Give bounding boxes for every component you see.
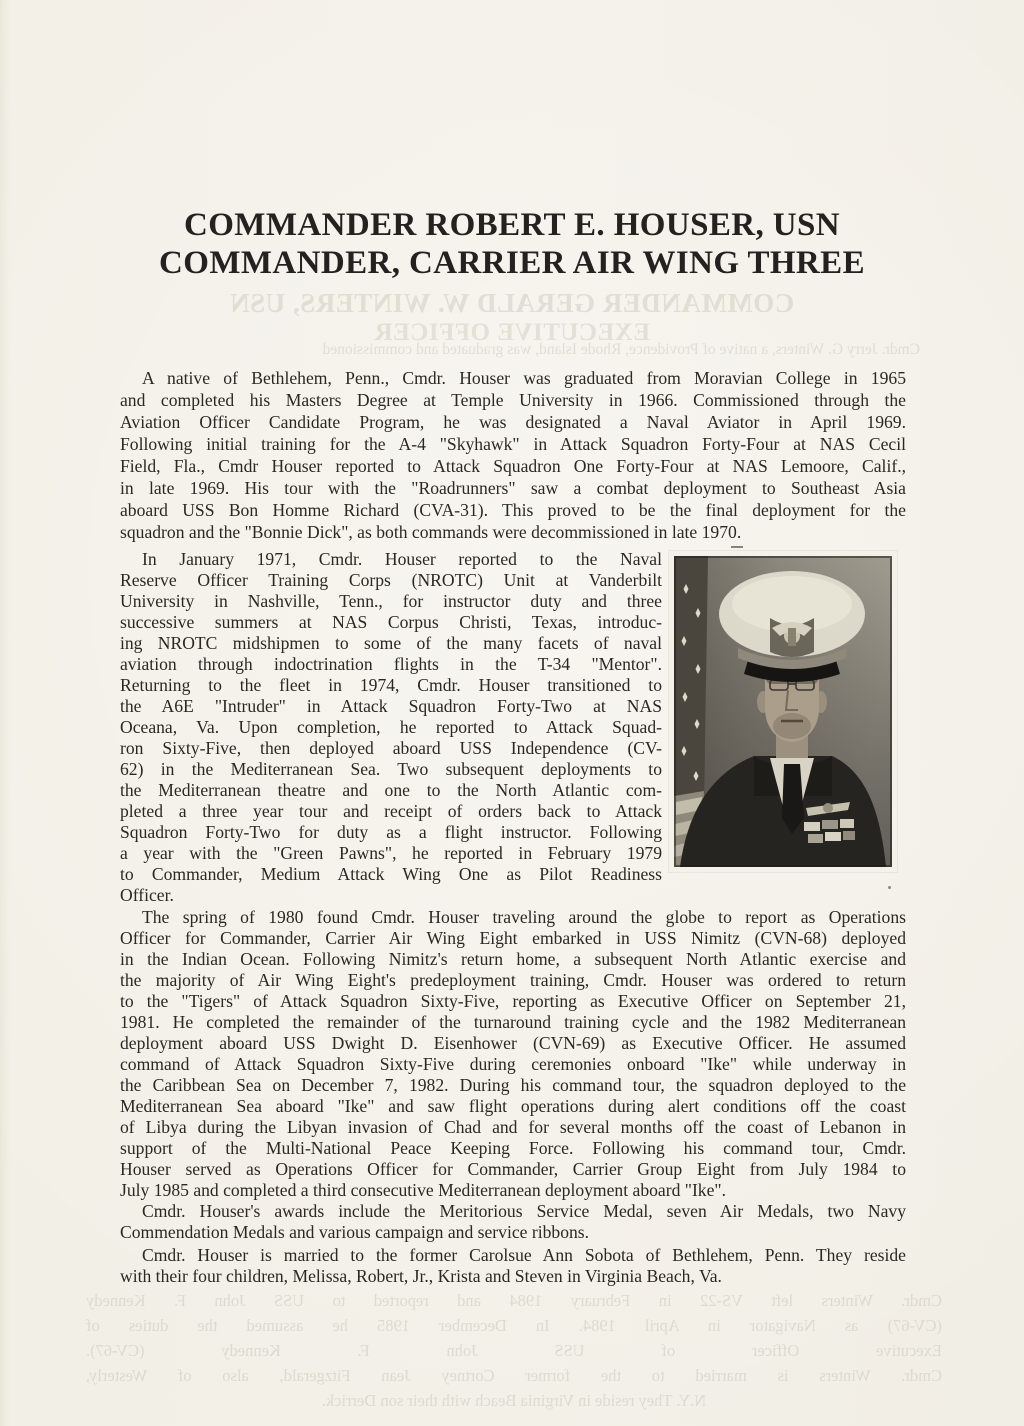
text-line: Cmdr. Houser's awards include the Meritorious Service Medal, seven Air Medals, two Navy xyxy=(142,1201,906,1221)
text-line: Mediterranean Sea aboard "Ike" and saw flight operations during alert conditions off the coast xyxy=(120,1096,906,1116)
text-line: support of the Multi-National Peace Keeping Force. Following his command tour, Cmdr. xyxy=(120,1138,906,1158)
text-line: Returning to the fleet in 1974, Cmdr. Houser transitioned to xyxy=(120,675,662,695)
text-line: the Caribbean Sea on December 7, 1982. During his command tour, the squadron deployed to the xyxy=(120,1075,906,1095)
text-line: Cmdr. Houser is married to the former Carolsue Ann Sobota of Bethlehem, Penn. They reside xyxy=(142,1245,906,1265)
text-line: Commendation Medals and various campaign and service ribbons. xyxy=(120,1222,590,1242)
bio-paragraph-2 xyxy=(120,549,662,906)
bio-paragraph-3 xyxy=(120,907,906,1201)
text-line: University in Nashville, Tenn., for instructor duty and three xyxy=(120,591,662,611)
text-line: 62) in the Mediterranean Sea. Two subsequent deployments to xyxy=(120,759,662,779)
bio-paragraph-family xyxy=(120,1245,906,1287)
bleedthrough-title xyxy=(0,288,1024,348)
title-line-2: COMMANDER, CARRIER AIR WING THREE xyxy=(159,245,865,281)
text-line: the Mediterranean theatre and one to the North Atlantic com- xyxy=(120,780,662,800)
text-line: ing NROTC midshipmen to some of the many facets of naval xyxy=(120,633,662,653)
text-line: deployment aboard USS Dwight D. Eisenhower (CVN-69) as Executive Officer. He assumed xyxy=(120,1033,906,1053)
text-line: squadron and the "Bonnie Dick", as both commands were decommissioned in late 1970. xyxy=(120,522,742,542)
jaw-shadow xyxy=(773,713,811,739)
bio-paragraph-awards xyxy=(120,1201,906,1243)
text-line: Reserve Officer Training Corps (NROTC) Unit at Vanderbilt xyxy=(120,570,662,590)
text-line: to Commander, Medium Attack Wing One as Pilot Readiness xyxy=(120,864,662,884)
text-line: ron Sixty-Five, then deployed aboard USS Independence (CV- xyxy=(120,738,662,758)
text-line: and completed his Masters Degree at Temple University in 1966. Commissioned through the xyxy=(120,390,906,410)
text-line: 1981. He completed the remainder of the turnaround training cycle and the 1982 Mediterranean xyxy=(120,1012,906,1032)
text-line: with their four children, Melissa, Robert, Jr., Krista and Steven in Virginia Beach, Va. xyxy=(120,1266,722,1286)
scan-artifact-dash xyxy=(731,546,743,548)
portrait-photo-art xyxy=(674,556,892,867)
text-line: the A6E "Intruder" in Attack Squadron Forty-Two at NAS xyxy=(120,696,662,716)
portrait-photo xyxy=(669,551,897,872)
text-line: Cmdr. Winters is married to the former Cortney Jean Fitzgerald, also of Westerly, xyxy=(86,1366,942,1385)
text-line: command of Attack Squadron Sixty-Five during ceremonies onboard "Ike" while underway in xyxy=(120,1054,906,1074)
text-line: Field, Fla., Cmdr Houser reported to Attack Squadron One Forty-Four at NAS Lemoore, Calif., xyxy=(120,456,906,476)
text-line: successive summers at NAS Corpus Christi, Texas, introduc- xyxy=(120,612,662,632)
text-line: in late 1969. His tour with the "Roadrunners" saw a combat deployment to Southeast Asia xyxy=(120,478,906,498)
text-line: in the Indian Ocean. Following Nimitz's return home, a subsequent North Atlantic exercise and xyxy=(120,949,906,969)
text-line: Houser served as Operations Officer for Commander, Carrier Group Eight from July 1984 to xyxy=(120,1159,906,1179)
text-line: Aviation Officer Candidate Program, he was designated a Naval Aviator in April 1969. xyxy=(120,412,906,432)
text-line: Following initial training for the A-4 "Skyhawk" in Attack Squadron Forty-Four at NAS Cecil xyxy=(120,434,906,454)
text-line: the majority of Air Wing Eight's predeployment training, Cmdr. Houser was ordered to return xyxy=(120,970,906,990)
text-line: a year with the "Green Pawns", he reported in February 1979 xyxy=(120,843,662,863)
scan-artifact-dot xyxy=(888,886,891,889)
text-line: of Libya during the Libyan invasion of Chad and for several months off the coast of Lebanon in xyxy=(120,1117,906,1137)
text-line: In January 1971, Cmdr. Houser reported to the Naval xyxy=(142,549,662,569)
text-line: aviation through indoctrination flights in the T-34 "Mentor". xyxy=(120,654,662,674)
text-line: (CV-67) as Navigator in April 1984. In December 1985 he assumed the duties of xyxy=(86,1316,942,1335)
text-line: Squadron Forty-Two for duty as a flight instructor. Following xyxy=(120,822,662,842)
bleedthrough-title-line-2: EXECUTIVE OFFICER xyxy=(374,319,650,346)
title-line-1: COMMANDER ROBERT E. HOUSER, USN xyxy=(183,207,841,243)
text-line: A native of Bethlehem, Penn., Cmdr. Houser was graduated from Moravian College in 1965 xyxy=(142,368,906,388)
text-line: The spring of 1980 found Cmdr. Houser traveling around the globe to report as Operations xyxy=(142,907,906,927)
text-line: to the "Tigers" of Attack Squadron Sixty-Five, reporting as Executive Officer on September 21, xyxy=(120,991,906,1011)
text-line: July 1985 and completed a third consecutive Mediterranean deployment aboard "Ike". xyxy=(120,1180,726,1200)
bleedthrough-title-line-1: COMMANDER GERALD W. WINTERS, USN xyxy=(229,288,795,318)
text-line: Oceana, Va. Upon completion, he reported to Attack Squad- xyxy=(120,717,662,737)
text-line: Cmdr. Winters left VS-22 in February 1984 and reported to USS John F. Kennedy xyxy=(86,1291,942,1310)
text-line: N.Y. They reside in Virginia Beach with their son Derrick. xyxy=(321,1391,707,1410)
text-line: pleted a three year tour and receipt of orders back to Attack xyxy=(120,801,662,821)
bleedthrough-bottom xyxy=(86,1288,942,1413)
text-line: Officer for Commander, Carrier Air Wing Eight embarked in USS Nimitz (CVN-68) deployed xyxy=(120,928,906,948)
bleedthrough-paragraph-line: Cmdr. Jerry G. Winters, a native of Providence, Rhode Island, was graduated and commissioned xyxy=(322,341,920,358)
page-title xyxy=(0,206,1024,282)
text-line: Executive Officer of USS John F. Kennedy (CV-67). xyxy=(86,1341,942,1360)
text-line: aboard USS Bon Homme Richard (CVA-31). This proved to be the final deployment for the xyxy=(120,500,906,520)
text-line: Officer. xyxy=(120,885,174,905)
bio-paragraph-1 xyxy=(120,367,906,543)
